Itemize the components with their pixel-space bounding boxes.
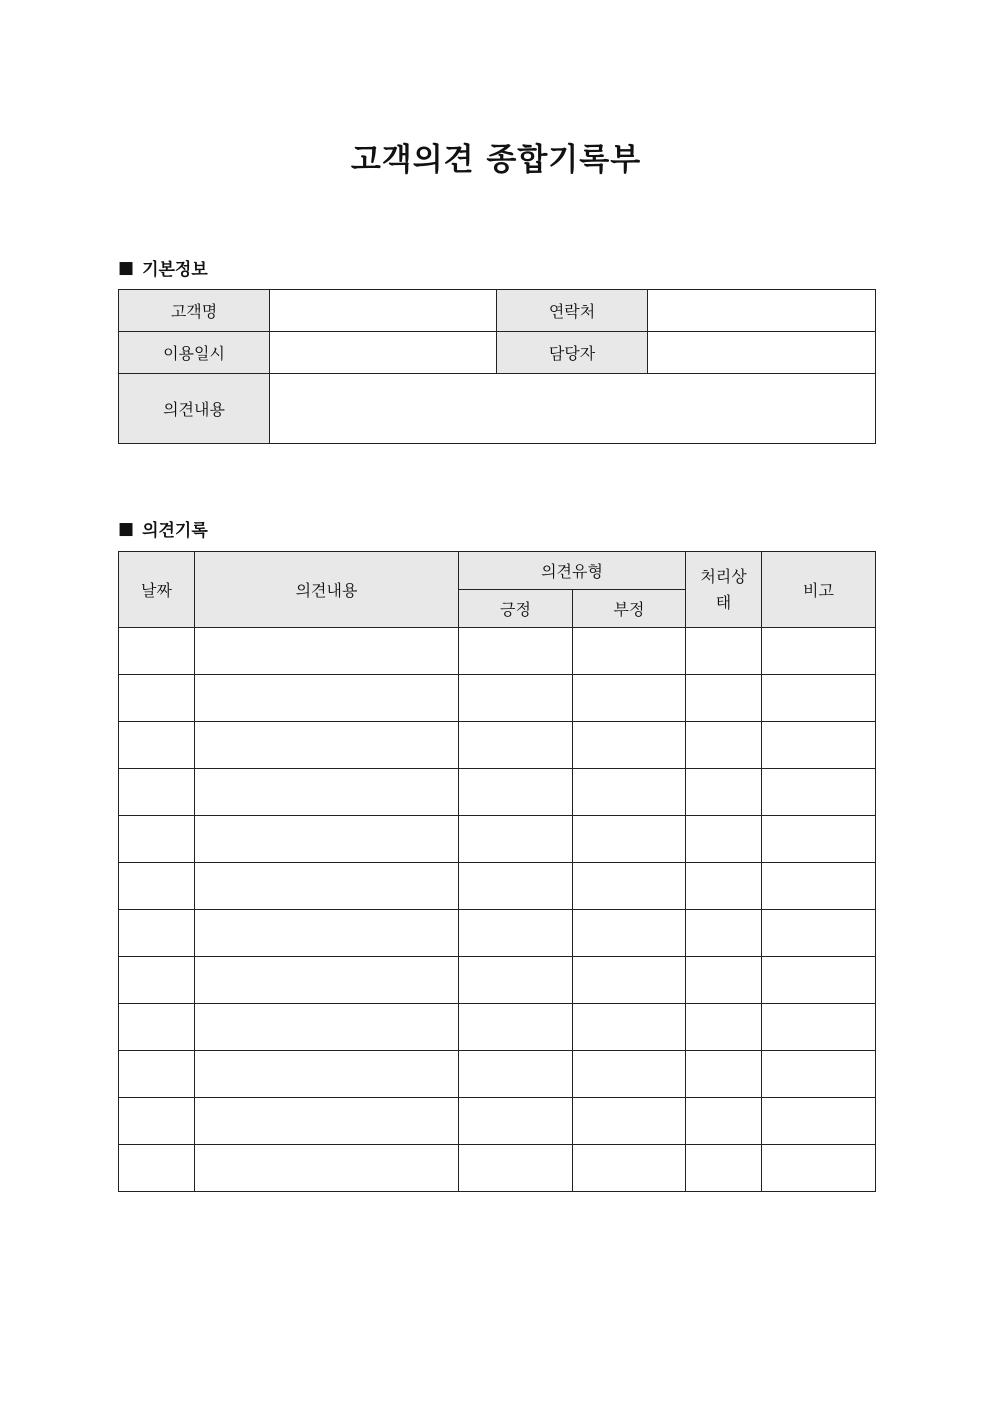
remarks-cell[interactable]: [762, 628, 876, 675]
table-row: [119, 1145, 876, 1192]
date-cell[interactable]: [119, 957, 195, 1004]
positive-cell[interactable]: [459, 722, 573, 769]
contact-field[interactable]: [648, 290, 876, 332]
square-bullet-icon: ■: [118, 518, 135, 539]
status-cell[interactable]: [686, 910, 762, 957]
status-cell[interactable]: [686, 1051, 762, 1098]
negative-cell[interactable]: [573, 722, 686, 769]
header-positive: 긍정: [459, 590, 573, 628]
content-cell[interactable]: [195, 628, 459, 675]
date-cell[interactable]: [119, 863, 195, 910]
date-cell[interactable]: [119, 1004, 195, 1051]
negative-cell[interactable]: [573, 1145, 686, 1192]
positive-cell[interactable]: [459, 1098, 573, 1145]
date-cell[interactable]: [119, 675, 195, 722]
date-cell[interactable]: [119, 1098, 195, 1145]
content-cell[interactable]: [195, 1004, 459, 1051]
positive-cell[interactable]: [459, 910, 573, 957]
date-cell[interactable]: [119, 816, 195, 863]
square-bullet-icon: ■: [118, 257, 135, 278]
negative-cell[interactable]: [573, 816, 686, 863]
negative-cell[interactable]: [573, 1004, 686, 1051]
positive-cell[interactable]: [459, 628, 573, 675]
manager-label: 담당자: [497, 332, 648, 374]
negative-cell[interactable]: [573, 910, 686, 957]
opinion-field[interactable]: [270, 374, 876, 444]
header-status-line2: 태: [715, 592, 732, 612]
status-cell[interactable]: [686, 722, 762, 769]
customer-name-label: 고객명: [119, 290, 270, 332]
table-row: [119, 1004, 876, 1051]
date-cell[interactable]: [119, 910, 195, 957]
content-cell[interactable]: [195, 1051, 459, 1098]
table-row: [119, 675, 876, 722]
status-cell[interactable]: [686, 675, 762, 722]
status-cell[interactable]: [686, 863, 762, 910]
header-negative: 부정: [573, 590, 686, 628]
content-cell[interactable]: [195, 863, 459, 910]
table-row: [119, 1098, 876, 1145]
contact-label: 연락처: [497, 290, 648, 332]
table-row: [119, 628, 876, 675]
header-content: 의견내용: [195, 552, 459, 628]
header-remarks: 비고: [762, 552, 876, 628]
section-heading-basic-info: [118, 255, 208, 280]
status-cell[interactable]: [686, 1004, 762, 1051]
remarks-cell[interactable]: [762, 957, 876, 1004]
table-row: [119, 769, 876, 816]
positive-cell[interactable]: [459, 1004, 573, 1051]
status-cell[interactable]: [686, 628, 762, 675]
remarks-cell[interactable]: [762, 816, 876, 863]
visit-datetime-label: 이용일시: [119, 332, 270, 374]
content-cell[interactable]: [195, 1098, 459, 1145]
section-heading-records: [118, 516, 208, 541]
status-cell[interactable]: [686, 1145, 762, 1192]
remarks-cell[interactable]: [762, 675, 876, 722]
status-cell[interactable]: [686, 769, 762, 816]
negative-cell[interactable]: [573, 1098, 686, 1145]
content-cell[interactable]: [195, 957, 459, 1004]
date-cell[interactable]: [119, 1051, 195, 1098]
positive-cell[interactable]: [459, 675, 573, 722]
section-title: 기본정보: [142, 260, 208, 280]
remarks-cell[interactable]: [762, 910, 876, 957]
negative-cell[interactable]: [573, 957, 686, 1004]
status-cell[interactable]: [686, 816, 762, 863]
record-rows: [119, 628, 876, 1192]
status-cell[interactable]: [686, 957, 762, 1004]
remarks-cell[interactable]: [762, 1098, 876, 1145]
remarks-cell[interactable]: [762, 1004, 876, 1051]
opinion-label: 의견내용: [119, 374, 270, 444]
remarks-cell[interactable]: [762, 863, 876, 910]
negative-cell[interactable]: [573, 769, 686, 816]
positive-cell[interactable]: [459, 957, 573, 1004]
table-row: [119, 863, 876, 910]
remarks-cell[interactable]: [762, 722, 876, 769]
table-row: [119, 722, 876, 769]
content-cell[interactable]: [195, 1145, 459, 1192]
content-cell[interactable]: [195, 769, 459, 816]
opinion-records-table: [118, 551, 876, 1192]
customer-name-field[interactable]: [270, 290, 497, 332]
positive-cell[interactable]: [459, 1051, 573, 1098]
content-cell[interactable]: [195, 675, 459, 722]
header-date: 날짜: [119, 552, 195, 628]
remarks-cell[interactable]: [762, 1051, 876, 1098]
negative-cell[interactable]: [573, 863, 686, 910]
table-row: [119, 1051, 876, 1098]
visit-datetime-field[interactable]: [270, 332, 497, 374]
date-cell[interactable]: [119, 722, 195, 769]
positive-cell[interactable]: [459, 1145, 573, 1192]
negative-cell[interactable]: [573, 1051, 686, 1098]
page-title: 고객의견 종합기록부: [350, 142, 642, 178]
manager-field[interactable]: [648, 332, 876, 374]
table-row: [119, 957, 876, 1004]
date-cell[interactable]: [119, 769, 195, 816]
status-cell[interactable]: [686, 1098, 762, 1145]
table-row: [119, 910, 876, 957]
content-cell[interactable]: [195, 722, 459, 769]
remarks-cell[interactable]: [762, 1145, 876, 1192]
negative-cell[interactable]: [573, 675, 686, 722]
negative-cell[interactable]: [573, 628, 686, 675]
date-cell[interactable]: [119, 1145, 195, 1192]
content-cell[interactable]: [195, 910, 459, 957]
header-type: 의견유형: [459, 552, 686, 590]
date-cell[interactable]: [119, 628, 195, 675]
basic-info-table: [118, 289, 876, 444]
positive-cell[interactable]: [459, 769, 573, 816]
content-cell[interactable]: [195, 816, 459, 863]
section-title: 의견기록: [142, 521, 208, 541]
positive-cell[interactable]: [459, 863, 573, 910]
header-status-line1: 처리상: [700, 566, 747, 586]
header-status: [686, 552, 762, 628]
table-row: [119, 816, 876, 863]
remarks-cell[interactable]: [762, 769, 876, 816]
positive-cell[interactable]: [459, 816, 573, 863]
